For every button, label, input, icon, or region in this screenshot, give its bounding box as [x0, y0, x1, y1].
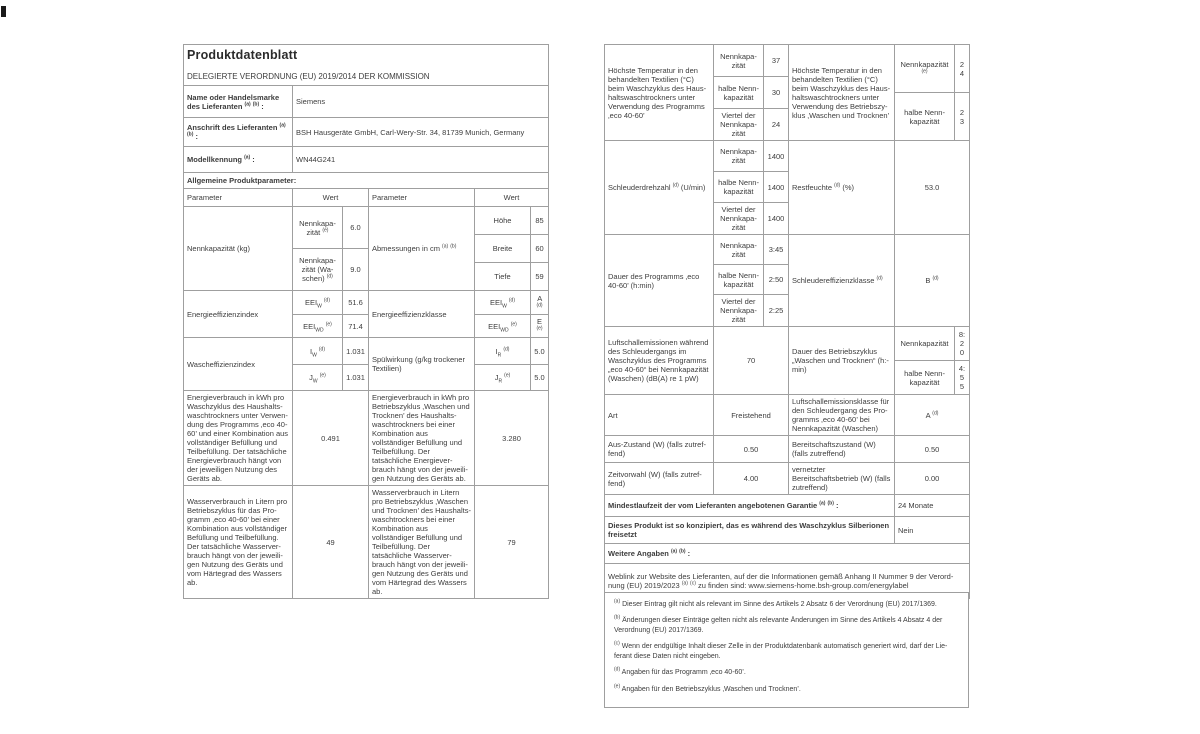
sub-label: Tiefe: [475, 263, 531, 291]
sub-label: Nennkapazität: [714, 141, 764, 172]
sub-value: 59: [531, 263, 549, 291]
sub-label: Nennkapazität $^{(e)}$: [895, 45, 955, 93]
sub-value: 51.6: [343, 291, 369, 315]
sub-value: 8:20: [955, 327, 970, 361]
sub-label: $I_W$ $^{(d)}$: [293, 338, 343, 365]
value-off-mode: 0.50: [714, 436, 789, 463]
param-eei: Energieeffizienzindex: [184, 291, 293, 338]
table-row: [605, 463, 970, 495]
sub-value: 24: [764, 109, 789, 141]
sub-value: E $^{(e)}$: [531, 315, 549, 338]
param-delay-start: Zeitvorwahl (W) (falls zutreffend): [605, 463, 714, 495]
param-rinse: Spülwirkung (g/kg trockener Textilien): [369, 338, 475, 391]
sub-value: A $^{(d)}$: [531, 291, 549, 315]
sub-label: Nennkapazität: [714, 235, 764, 265]
sub-label: halbe Nennkapazität: [714, 265, 764, 295]
guarantee-value: 24 Monate: [895, 495, 970, 517]
sub-label: halbe Nennkapazität: [714, 172, 764, 203]
sub-value: 6.0: [343, 207, 369, 249]
sub-value: 9.0: [343, 249, 369, 291]
table-row: [184, 338, 549, 365]
sub-value: 2:25: [764, 295, 789, 327]
sub-label: $J_R$ $^{(e)}$: [475, 365, 531, 391]
sub-label: Breite: [475, 235, 531, 263]
table-row: [605, 235, 970, 265]
sub-label: Viertel der Nennkapazität: [714, 295, 764, 327]
table-row: [605, 395, 970, 436]
sub-label: halbe Nennkapazität: [714, 77, 764, 109]
table-row: [605, 517, 970, 544]
sub-label: Nennkapazität $^{(e)}$: [293, 207, 343, 249]
footnote-a: $^{(a)}$ Dieser Eintrag gilt nicht als relevant im Sinne des Artikels 2 Absatz 6 der Verordnung (EU) 2017/1369.: [614, 598, 937, 608]
sub-value: 5.0: [531, 365, 549, 391]
table-row: [184, 291, 549, 315]
sub-value: 30: [764, 77, 789, 109]
value-noise-class: A $^{(d)}$: [895, 395, 970, 436]
sub-label: $EEI_{WD}$ $^{(e)}$: [475, 315, 531, 338]
value-type: Freistehend: [714, 395, 789, 436]
sub-label: $I_R$ $^{(d)}$: [475, 338, 531, 365]
param-residual-moisture: Restfeuchte $^{(d)}$ (%): [789, 141, 895, 235]
table-row: [184, 173, 549, 189]
sub-label: $EEI_W$ $^{(d)}$: [475, 291, 531, 315]
param-networked-standby: vernetzter Bereitschaftsbetrieb (W) (falls zutreffend): [789, 463, 895, 495]
sub-value: 1400: [764, 172, 789, 203]
param-spin-class: Schleudereffizienzklasse $^{(d)}$: [789, 235, 895, 327]
value-spin-class: B $^{(d)}$: [895, 235, 970, 327]
section-header: Allgemeine Produktparameter:: [184, 173, 549, 189]
value-delay-start: 4.00: [714, 463, 789, 495]
value-water-consumption-wash: 49: [293, 486, 369, 599]
supplier-name-label: Name oder Handelsmarke des Lieferanten $^{(a)}$ $^{(b)}$ :: [184, 86, 293, 118]
param-max-temp-eco: Höchste Temperatur in den behandelten Textilien (°C) beim Waschzyklus des Haushaltswaschtrockners unter Verwendung des Programms ‚eco 40-60’: [605, 45, 714, 141]
sub-value: 37: [764, 45, 789, 77]
param-water-consumption-wash: Wasserverbrauch in Litern pro Betriebszyklus für das Programm ‚eco 40-60’ bei einer Kombination aus vollständiger Befüllung und Teilbefüllung. Der tatsächliche Wasserverbrauch hängt von der jeweiligen Nutzung des Geräts und vom Härtegrad des Wassers ab.: [184, 486, 293, 599]
sub-label: $EEI_{WD}$ $^{(e)}$: [293, 315, 343, 338]
model-id-value: WN44G241: [293, 147, 549, 173]
sub-label: halbe Nennkapazität: [895, 361, 955, 395]
table-row: [184, 86, 549, 118]
value-noise: 70: [714, 327, 789, 395]
supplier-address-label: Anschrift des Lieferanten $^{(a)}$ $^{(b)}$ :: [184, 118, 293, 147]
table-row: [184, 45, 549, 86]
sub-value: 5.0: [531, 338, 549, 365]
table-row: [184, 189, 549, 207]
param-wash-index: Wascheffizienzindex: [184, 338, 293, 391]
page1-table: [183, 44, 549, 599]
footnote-e: $^{(e)}$ Angaben für den Betriebszyklus ‚Waschen und Trocknen’.: [614, 683, 801, 693]
param-energy-consumption-washdry: Energieverbrauch in kWh pro Betriebszyklus ‚Waschen und Trocknen’ des Haushaltswaschtrockners bei einer Kombination aus vollständiger Befüllung und Teilbefüllung. Der tatsächliche Energieverbrauch hängt von der jeweiligen Nutzung des Geräts ab.: [369, 391, 475, 486]
silver-ions-value: Nein: [895, 517, 970, 544]
table-row: [184, 486, 549, 599]
sub-value: 24: [955, 45, 970, 93]
table-row: [605, 327, 970, 361]
col-header-wert-2: Wert: [475, 189, 549, 207]
param-dimensions: Abmessungen in cm $^{(a)}$ $^{(b)}$: [369, 207, 475, 291]
sub-value: 1400: [764, 141, 789, 172]
sub-value: 3:45: [764, 235, 789, 265]
sub-label: halbe Nennkapazität: [895, 93, 955, 141]
col-header-wert-1: Wert: [293, 189, 369, 207]
sub-label: Höhe: [475, 207, 531, 235]
supplier-address-value: BSH Hausgeräte GmbH, Carl-Wery-Str. 34, 81739 Munich, Germany: [293, 118, 549, 147]
sub-label: Viertel der Nennkapazität: [714, 203, 764, 235]
param-spin-speed: Schleuderdrehzahl $^{(d)}$ (U/min): [605, 141, 714, 235]
value-networked-standby: 0.00: [895, 463, 970, 495]
value-residual-moisture: 53.0: [895, 141, 970, 235]
table-row: [605, 544, 970, 564]
table-row: [184, 147, 549, 173]
param-program-duration: Dauer des Programms ‚eco 40-60’ (h:min): [605, 235, 714, 327]
supplier-weblink: Weblink zur Website des Lieferanten, auf der die Informationen gemäß Anhang II Nummer 9 der Verordnung (EU) 2019/2023 $^{(a)}$ $^{(c)}$ zu finden sind: www.siemens-home.bsh-group.com/energylabel: [605, 564, 970, 599]
sub-value: 23: [955, 93, 970, 141]
param-capacity: Nennkapazität (kg): [184, 207, 293, 291]
param-max-temp-washdry: Höchste Temperatur in den behandelten Textilien (°C) beim Waschzyklus des Haushaltswaschtrockners unter Verwendung des Betriebszyklus ‚Waschen und Trocknen’: [789, 45, 895, 141]
table-row: [605, 45, 970, 61]
datasheet-header: [184, 45, 549, 86]
sub-value: 60: [531, 235, 549, 263]
param-standby: Bereitschaftszustand (W) (falls zutreffend): [789, 436, 895, 463]
sub-value: 2:50: [764, 265, 789, 295]
model-id-label: Modellkennung $^{(a)}$ :: [184, 147, 293, 173]
sub-value: 1400: [764, 203, 789, 235]
sub-value: 71.4: [343, 315, 369, 338]
scan-artifact: [1, 6, 6, 17]
sub-label: Nennkapazität: [895, 327, 955, 361]
param-noise: Luftschallemissionen während des Schleudergangs im Waschzyklus des Programms „eco 40-60“ bei Nennkapazität (Waschen) (dB(A) re 1 pW): [605, 327, 714, 395]
param-cycle-duration: Dauer des Betriebszyklus „Waschen und Trocknen“ (h:min): [789, 327, 895, 395]
supplier-name-value: Siemens: [293, 86, 549, 118]
param-energy-class: Energieeffizienzklasse: [369, 291, 475, 338]
additional-info-label: Weitere Angaben $^{(a)}$ $^{(b)}$ :: [605, 544, 970, 564]
param-water-consumption-washdry: Wasserverbrauch in Litern pro Betriebszyklus ‚Waschen und Trocknen’ des Haushaltswaschtrockners bei einer Kombination aus vollständiger Befüllung und Teilbefüllung. Der tatsächliche Wasserverbrauch hängt von der jeweiligen Nutzung des Geräts und vom Härtegrad des Wassers ab.: [369, 486, 475, 599]
value-standby: 0.50: [895, 436, 970, 463]
sub-value: 4:55: [955, 361, 970, 395]
sub-value: 85: [531, 207, 549, 235]
sub-value: 1.031: [343, 338, 369, 365]
table-row: [184, 207, 549, 221]
param-off-mode: Aus-Zustand (W) (falls zutreffend): [605, 436, 714, 463]
table-row: [184, 391, 549, 486]
regulation-reference: DELEGIERTE VERORDNUNG (EU) 2019/2014 DER KOMMISSION: [187, 72, 430, 82]
sub-label: $EEI_W$ $^{(d)}$: [293, 291, 343, 315]
sub-label: $J_W$ $^{(e)}$: [293, 365, 343, 391]
page-title: Produktdatenblatt: [187, 48, 298, 63]
sub-label: Nennkapazität (Waschen) $^{(d)}$: [293, 249, 343, 291]
table-row: [184, 118, 549, 147]
silver-ions-label: Dieses Produkt ist so konzipiert, das es während des Waschzyklus Silberionen freisetzt: [605, 517, 895, 544]
sub-value: 1.031: [343, 365, 369, 391]
footnote-d: $^{(d)}$ Angaben für das Programm ‚eco 40-60’.: [614, 666, 746, 677]
value-energy-consumption-wash: 0.491: [293, 391, 369, 486]
footnote-b: $^{(b)}$ Änderungen dieser Einträge gelten nicht als relevante Änderungen im Sinne des Artikels 4 Absatz 4 der Verordnung (EU) 2017/1369.: [614, 615, 943, 634]
param-noise-class: Luftschallemissionsklasse für den Schleudergang des Programms ‚eco 40-60’ bei Nennkapazität (Waschen): [789, 395, 895, 436]
sub-label: Nennkapazität: [714, 45, 764, 77]
col-header-parameter-1: Parameter: [184, 189, 293, 207]
value-energy-consumption-washdry: 3.280: [475, 391, 549, 486]
footnotes-box: [604, 592, 969, 708]
guarantee-label: Mindestlaufzeit der vom Lieferanten angebotenen Garantie $^{(a)}$ $^{(b)}$ :: [605, 495, 895, 517]
table-row: [605, 495, 970, 517]
page2-table: [604, 44, 970, 599]
value-water-consumption-washdry: 79: [475, 486, 549, 599]
table-row: [605, 436, 970, 463]
col-header-parameter-2: Parameter: [369, 189, 475, 207]
footnote-c: $^{(c)}$ Wenn der endgültige Inhalt dieser Zelle in der Produktdatenbank automatisch generiert wird, darf der Lieferant diese Daten nicht eingeben.: [614, 640, 948, 660]
sub-label: Viertel der Nennkapazität: [714, 109, 764, 141]
param-type: Art: [605, 395, 714, 436]
table-row: [605, 141, 970, 172]
param-energy-consumption-wash: Energieverbrauch in kWh pro Waschzyklus des Haushaltswaschtrockners unter Verwendung des Programms ‚eco 40-60’ und einer Kombination aus vollständiger Befüllung und Teilbefüllung. Der tatsächliche Energieverbrauch hängt von der jeweiligen Nutzung des Geräts ab.: [184, 391, 293, 486]
